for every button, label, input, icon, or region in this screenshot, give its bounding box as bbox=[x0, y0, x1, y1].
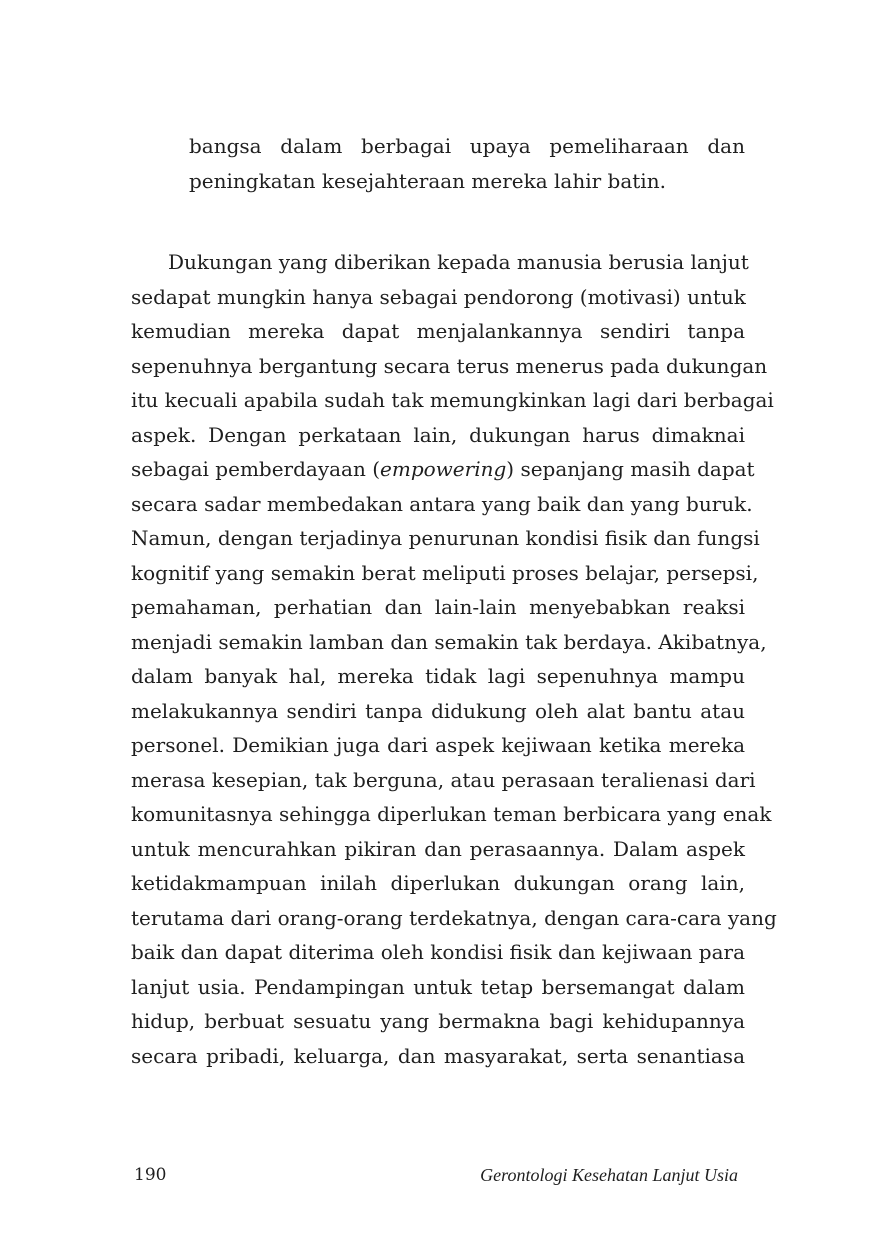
page-footer bbox=[131, 1162, 738, 1188]
text-line: secara pribadi, keluarga, dan masyarakat, serta senantiasa bbox=[131, 1043, 745, 1068]
text-line: sedapat mungkin hanya sebagai pendorong (motivasi) untuk bbox=[131, 284, 746, 309]
text-line: sepenuhnya bergantung secara terus menerus pada dukungan bbox=[131, 353, 768, 378]
text-line: personel. Demikian juga dari aspek kejiwaan ketika mereka bbox=[131, 733, 745, 757]
text-line-with-emphasis bbox=[131, 452, 755, 487]
text-line: aspek. Dengan perkataan lain, dukungan harus dimaknai bbox=[131, 422, 745, 447]
text-line: menjadi semakin lamban dan semakin tak berdaya. Akibatnya, bbox=[131, 629, 767, 654]
text-line: lanjut usia. Pendampingan untuk tetap bersemangat dalam bbox=[131, 974, 745, 999]
body-paragraph bbox=[131, 245, 777, 1073]
text-line: kemudian mereka dapat menjalankannya sendiri tanpa bbox=[131, 319, 745, 343]
text-line: terutama dari orang-orang terdekatnya, dengan cara-cara yang bbox=[131, 905, 777, 930]
text-line: secara sadar membedakan antara yang baik dan yang buruk. bbox=[131, 491, 753, 516]
text-line: Namun, dengan terjadinya penurunan kondisi fisik dan fungsi bbox=[131, 526, 760, 550]
text-line: ketidakmampuan inilah diperlukan dukungan orang lain, bbox=[131, 871, 745, 895]
indented-continuation-block bbox=[189, 129, 745, 198]
text-fragment: sebagai pemberdayaan ( bbox=[131, 457, 381, 481]
page-number: 190 bbox=[134, 1165, 167, 1185]
text-line: baik dan dapat diterima oleh kondisi fisik dan kejiwaan para bbox=[131, 940, 745, 964]
text-line: hidup, berbuat sesuatu yang bermakna bagi kehidupannya bbox=[131, 1009, 745, 1033]
text-line: kognitif yang semakin berat meliputi proses belajar, persepsi, bbox=[131, 560, 759, 585]
text-fragment: ) sepanjang masih dapat bbox=[506, 457, 755, 481]
text-line: melakukannya sendiri tanpa didukung oleh alat bantu atau bbox=[131, 698, 745, 723]
running-title: Gerontologi Kesehatan Lanjut Usia bbox=[480, 1165, 738, 1185]
text-line: peningkatan kesejahteraan mereka lahir batin. bbox=[189, 168, 666, 193]
text-line: Dukungan yang diberikan kepada manusia berusia lanjut bbox=[168, 250, 749, 274]
text-line: merasa kesepian, tak berguna, atau perasaan teralienasi dari bbox=[131, 767, 756, 792]
text-line: untuk mencurahkan pikiran dan perasaannya. Dalam aspek bbox=[131, 836, 745, 861]
emphasis-term: empowering bbox=[380, 457, 507, 481]
text-line: dalam banyak hal, mereka tidak lagi sepenuhnya mampu bbox=[131, 664, 745, 688]
text-line: pemahaman, perhatian dan lain-lain menyebabkan reaksi bbox=[131, 595, 745, 619]
text-line: komunitasnya sehingga diperlukan teman berbicara yang enak bbox=[131, 802, 772, 826]
text-line: bangsa dalam berbagai upaya pemeliharaan dan bbox=[189, 134, 745, 158]
text-line: itu kecuali apabila sudah tak memungkinkan lagi dari berbagai bbox=[131, 388, 774, 412]
